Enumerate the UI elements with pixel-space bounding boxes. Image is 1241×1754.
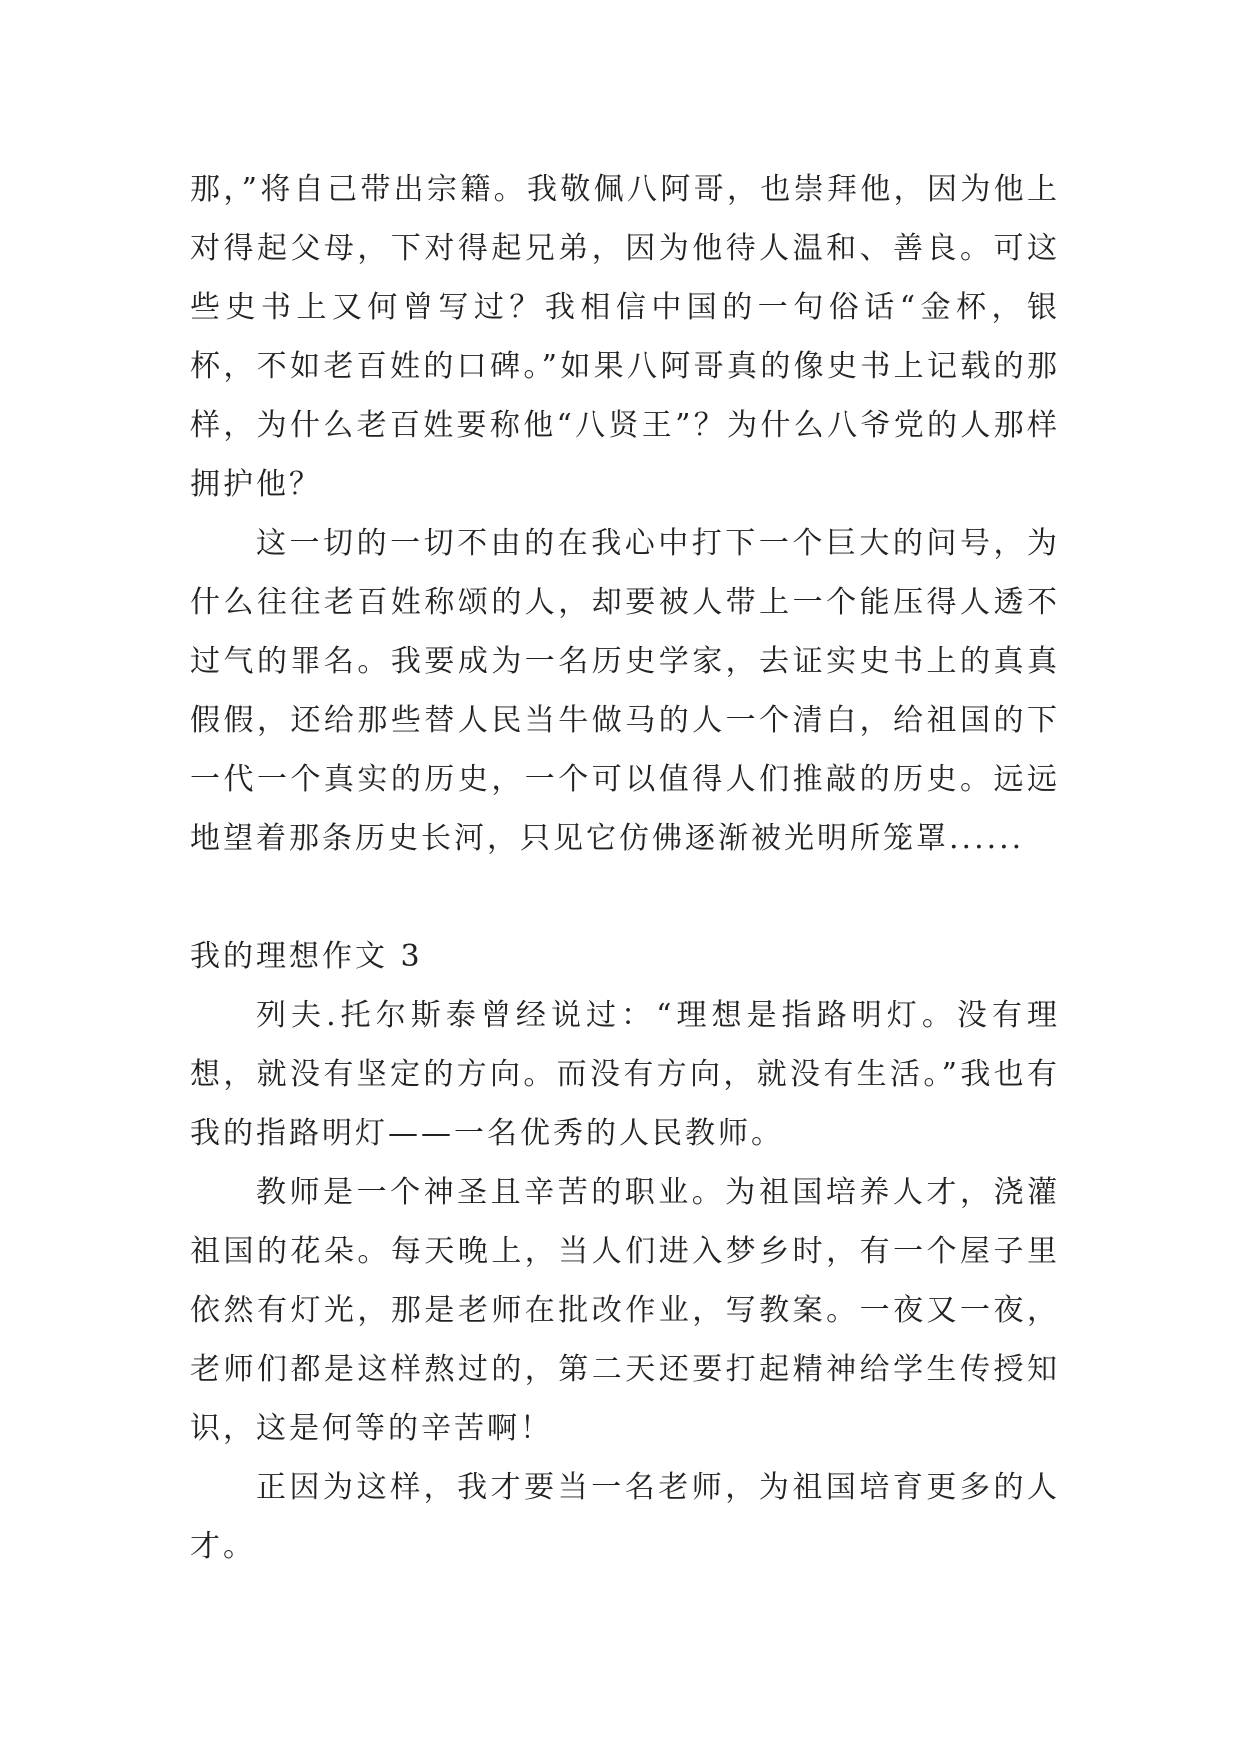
document-body (190, 160, 1060, 1576)
body-paragraph: 列夫.托尔斯泰曾经说过：“理想是指路明灯。没有理想，就没有坚定的方向。而没有方向，就没有生活。”我也有我的指路明灯——一名优秀的人民教师。 (190, 998, 1060, 1151)
section-title: 我的理想作文 3 (190, 939, 423, 974)
body-paragraph: 正因为这样，我才要当一名老师，为祖国培育更多的人才。 (190, 1470, 1060, 1564)
body-paragraph: 教师是一个神圣且辛苦的职业。为祖国培养人才，浇灌祖国的花朵。每天晚上，当人们进入梦乡时，有一个屋子里依然有灯光，那是老师在批改作业，写教案。一夜又一夜，老师们都是这样熬过的，第二天还要打起精神给学生传授知识，这是何等的辛苦啊！ (190, 1175, 1060, 1446)
body-paragraph: 那，”将自己带出宗籍。我敬佩八阿哥，也崇拜他，因为他上对得起父母，下对得起兄弟，因为他待人温和、善良。可这些史书上又何曾写过？我相信中国的一句俗话“金杯，银杯，不如老百姓的口碑。”如果八阿哥真的像史书上记载的那样，为什么老百姓要称他“八贤王”？为什么八爷党的人那样拥护他？ (190, 172, 1060, 502)
body-paragraph: 这一切的一切不由的在我心中打下一个巨大的问号，为什么往往老百姓称颂的人，却要被人带上一个能压得人透不过气的罪名。我要成为一名历史学家，去证实史书上的真真假假，还给那些替人民当牛做马的人一个清白，给祖国的下一代一个真实的历史，一个可以值得人们推敲的历史。远远地望着那条历史长河，只见它仿佛逐渐被光明所笼罩...... (190, 526, 1060, 856)
